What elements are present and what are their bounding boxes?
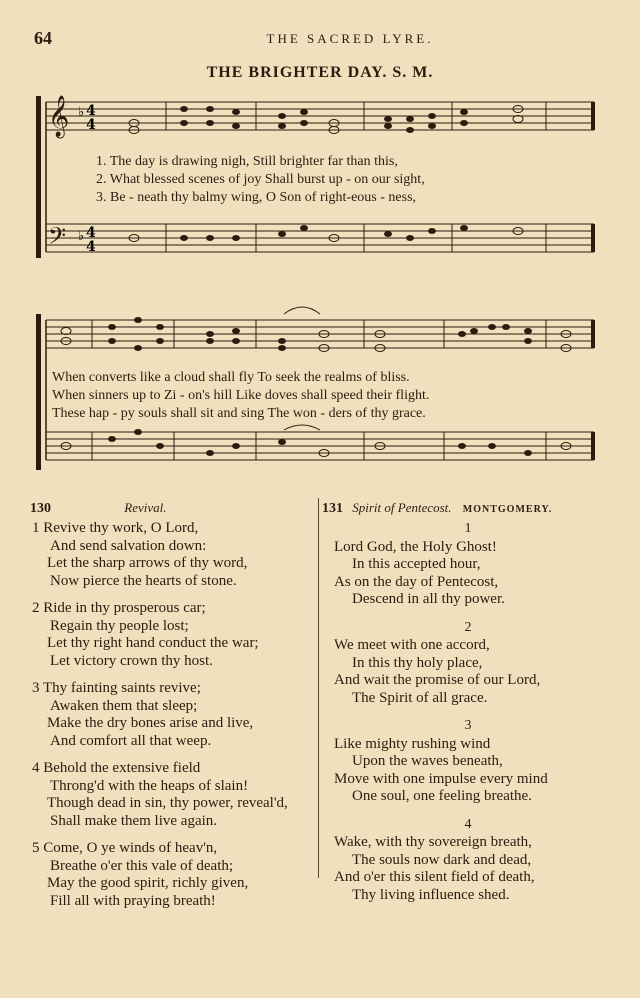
hymn-author: MONTGOMERY. <box>462 504 553 515</box>
verse-number: 2 <box>464 619 472 635</box>
lyric-line: These hap - py souls shall sit and sing The won - ders of thy grace. <box>52 406 426 421</box>
flat-sign-icon: ♭ <box>78 105 85 120</box>
verse: 4 Wake, with thy sovereign breath, The souls now dark and dead, And o'er this silent field of death, Thy living influence shed. <box>334 816 602 905</box>
time-signature-top: 4 <box>86 225 96 241</box>
verse-number: 3 <box>464 718 472 733</box>
verse: 4 Behold the extensive field Throng'd with the heaps of slain! Though dead in sin, thy power, reveal'd, Shall make them live again. <box>32 760 288 829</box>
system-brace-2 <box>36 314 41 470</box>
page-number: 64 <box>34 28 52 48</box>
running-title: THE SACRED LYRE. <box>266 31 434 46</box>
hymn-130-header <box>30 500 166 517</box>
verse: 3 Like mighty rushing wind Upon the waves beneath, Move with one impulse every mind One soul, one feeling breathe. <box>334 717 602 806</box>
bass-staff-2 <box>46 432 594 460</box>
hymn-title: Spirit of Pentecost. <box>352 500 452 515</box>
bass-notes-2 <box>61 429 571 457</box>
treble-clef-icon: 𝄞 <box>48 96 70 137</box>
verse: 3 Thy fainting saints revive; Awaken them that sleep; Make the dry bones arise and live, And comfort all that weep. <box>32 680 254 749</box>
treble-notes-1 <box>129 106 523 134</box>
hymn-number: 131 <box>322 501 343 516</box>
hymn-131-header <box>322 500 602 517</box>
lyric-line: 2. What blessed scenes of joy Shall burst up - on our sight, <box>96 172 425 187</box>
lyric-line: 1. The day is drawing nigh, Still brighter far than this, <box>96 154 398 169</box>
lyric-line: When sinners up to Zi - on's hill Like doves shall speed their flight. <box>52 388 430 403</box>
verse: 2 We meet with one accord, In this thy holy place, And wait the promise of our Lord, The Spirit of all grace. <box>334 619 602 708</box>
verse: 2 Ride in thy prosperous car; Regain thy people lost; Let thy right hand conduct the war; Let victory crown thy host. <box>32 600 259 669</box>
verse: 1 Revive thy work, O Lord, And send salvation down: Let the sharp arrows of thy word, Now pierce the hearts of stone. <box>32 520 248 589</box>
column-divider <box>318 498 319 878</box>
tune-title: THE BRIGHTER DAY. S. M. <box>206 64 434 81</box>
treble-staff-1 <box>46 102 594 130</box>
time-signature-top: 4 <box>86 103 96 119</box>
verse: 1 Lord God, the Holy Ghost! In this accepted hour, As on the day of Pentecost, Descend in all thy power. <box>334 520 602 609</box>
hymn-title: Revival. <box>124 500 167 515</box>
time-signature-bottom: 4 <box>86 117 96 133</box>
system-brace-1 <box>36 96 41 258</box>
lyric-line: When converts like a cloud shall fly To seek the realms of bliss. <box>52 370 410 385</box>
hymn-number: 130 <box>30 501 51 516</box>
flat-sign-icon: ♭ <box>78 229 85 244</box>
music-system-2 <box>34 296 600 482</box>
verse-number: 4 <box>464 816 472 832</box>
treble-staff-2 <box>46 320 594 348</box>
verse-number: 1 <box>464 521 472 536</box>
hymn-131-text <box>334 520 602 914</box>
lyric-line: 3. Be - neath thy balmy wing, O Son of right-eous - ness, <box>96 190 417 205</box>
hymn-130-text <box>32 520 314 920</box>
bass-notes-1 <box>129 225 523 242</box>
time-signature-bottom: 4 <box>86 239 96 255</box>
music-system-1 <box>34 88 600 270</box>
verse: 5 Come, O ye winds of heav'n, Breathe o'er this vale of death; May the good spirit, richly given, Fill all with praying breath! <box>32 840 249 909</box>
bass-staff-1 <box>46 224 594 252</box>
bass-clef-icon: 𝄢 <box>48 222 67 255</box>
